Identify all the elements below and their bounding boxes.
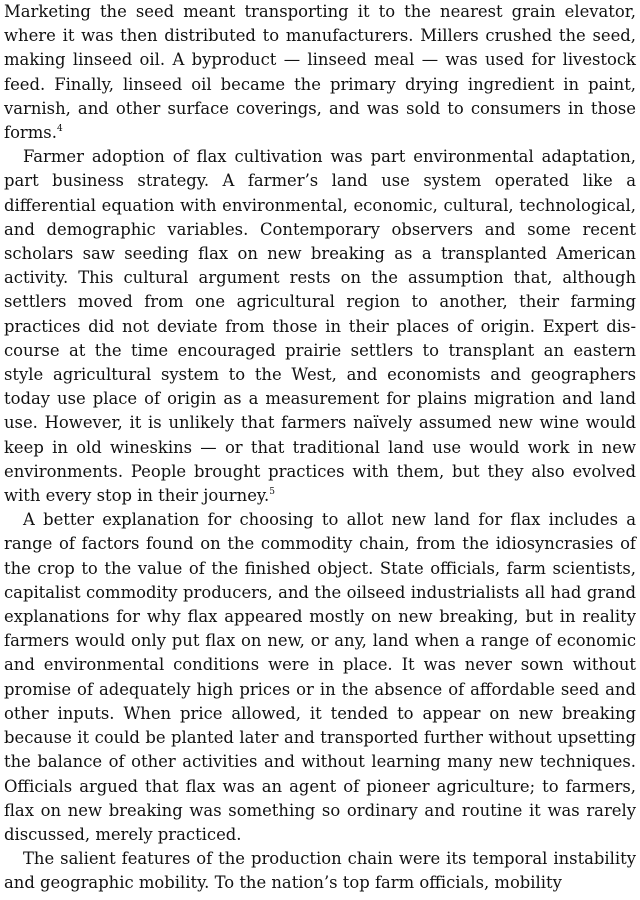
paragraph-2-text: Farmer adoption of flax cultivation was part environmental adaptation, part business strategy. A farmer’s land use system operated like a differential equation with environmental, economic, cultural, technological, and demographic variables. Contemporary observers and some recent scholars saw seeding flax on new breaking as a transplanted American activity. This cultural argument rests on the assumption that, although settlers moved from one agricultural region to another, their farming practices did not deviate from those in their places of origin. Expert discourse at the time encouraged prairie settlers to transplant an eastern style agricultural system to the West, and economists and geographers today use place of origin as a measurement for plains migration and land use. However, it is unlikely that farmers naïvely assumed new wine would keep in old wineskins — or that traditional land use would work in new environments. People brought practices with them, but they also evolved with every stop in their journey. [4, 147, 636, 506]
paragraph-1 [4, 0, 636, 145]
paragraph-4 [4, 847, 636, 895]
footnote-marker-5[interactable]: 5 [269, 486, 275, 497]
paragraph-1-text: Marketing the seed meant transporting it to the nearest grain elevator, where it was then distributed to manufacturers. Millers crushed the seed, making linseed oil. A byproduct — linseed meal — was used for livestock feed. Finally, linseed oil became the primary drying ingredient in paint, varnish, and other surface coverings, and was sold to consumers in those forms. [4, 2, 636, 143]
paragraph-2 [4, 145, 636, 508]
footnote-marker-4[interactable]: 4 [56, 123, 63, 134]
paragraph-3-text: A better explanation for choosing to allot new land for flax includes a range of factors found on the commodity chain, from the idiosyncrasies of the crop to the value of the finished object. State officials, farm scientists, capitalist commodity producers, and the oilseed industrialists all had grand explanations for why flax appeared mostly on new breaking, but in reality farmers would only put flax on new, or any, land when a range of economic and environmental conditions were in place. It was never sown without promise of adequately high prices or in the absence of affordable seed and other inputs. When price allowed, it tended to appear on new breaking because it could be planted later and transported further without upsetting the balance of other activities and without learning many new techniques. Officials argued that flax was an agent of pioneer agriculture; to farmers, flax on new breaking was something so ordinary and routine it was rarely discussed, merely practiced. [4, 510, 636, 844]
paragraph-4-text: The salient features of the production chain were its temporal instability and geographic mobility. To the nation’s top farm officials, mobility [4, 849, 636, 893]
paragraph-3 [4, 508, 636, 847]
